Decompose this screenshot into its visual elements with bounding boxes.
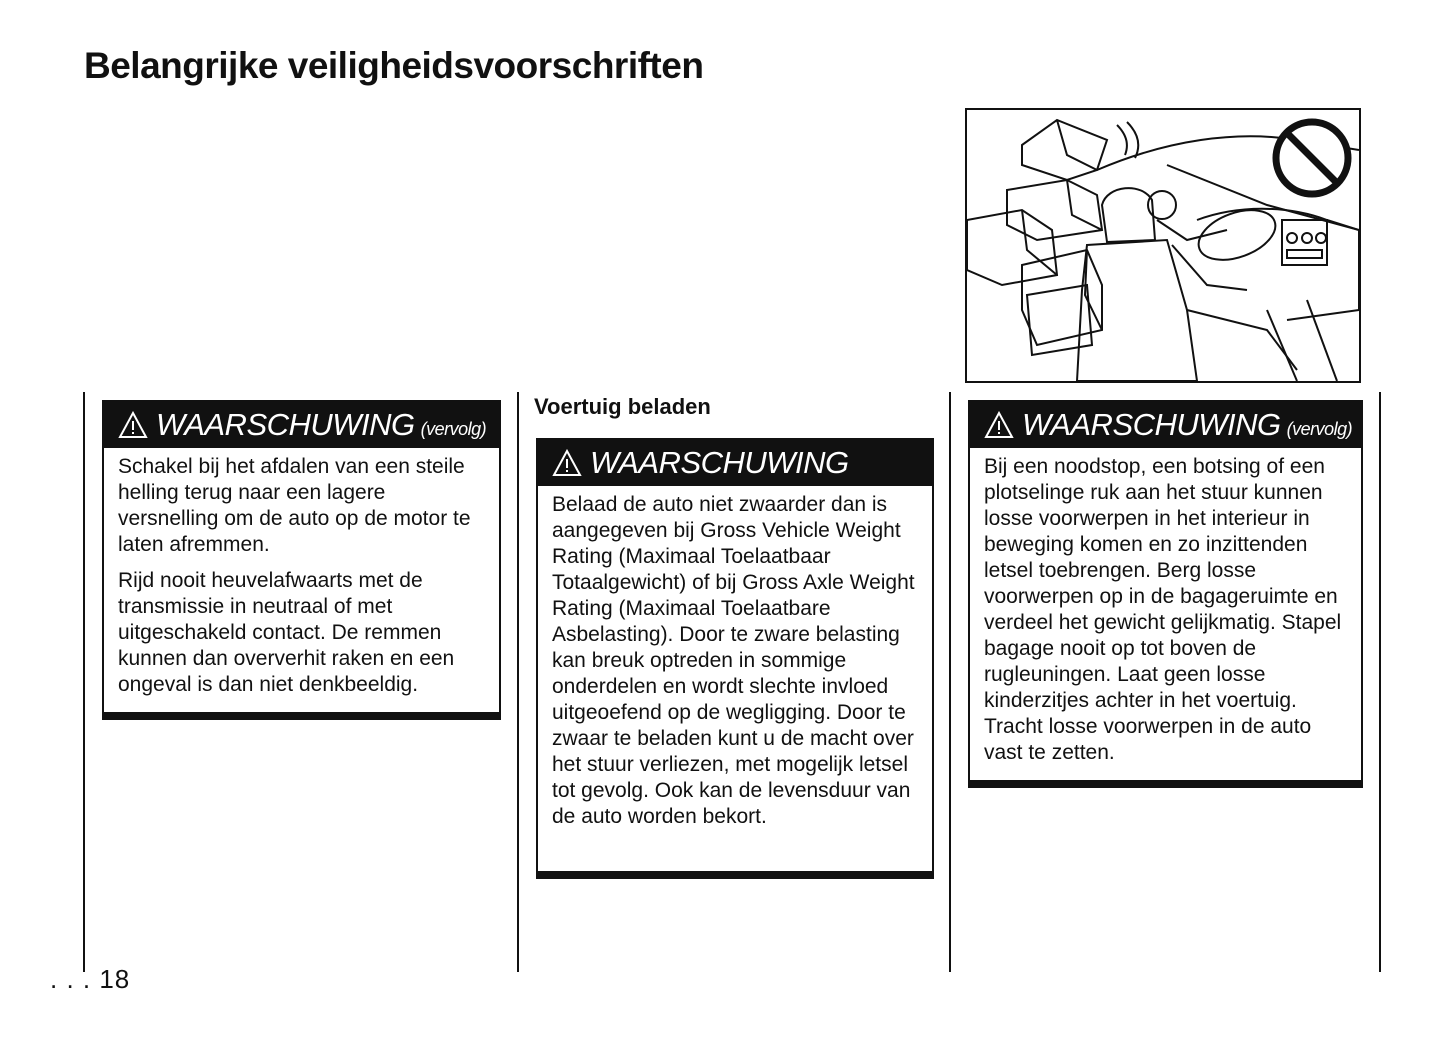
warning-triangle-icon — [984, 411, 1014, 439]
page-number: . . . 18 — [50, 964, 131, 994]
warning-body — [970, 448, 1361, 786]
warning-triangle-icon — [552, 449, 582, 477]
column-rule-mid-left — [517, 392, 519, 972]
warning-title: WAARSCHUWING — [156, 407, 415, 442]
warning-box-loose-objects — [968, 400, 1363, 788]
warning-paragraph: Belaad de auto niet zwaarder dan is aangegeven bij Gross Vehicle Weight Rating (Maximaal Toelaatbaar Totaalgewicht) of bij Gross Axle Weight Rating (Maximaal Toelaatbare Asbelasting). Door te zware belasting kan breuk optreden in sommige onderdelen en wordt slechte invloed uitgeoefend op de wegligging. Door te zwaar te beladen kunt u de macht over het stuur verliezen, met mogelijk letsel tot gevolg. Ook kan de levensduur van de auto worden bekort. — [552, 493, 915, 828]
warning-subtitle: (vervolg) — [420, 418, 487, 439]
column-rule-right — [1379, 392, 1381, 972]
car-interior-illustration — [967, 110, 1359, 381]
prohibition-icon — [1276, 122, 1348, 194]
warning-title: WAARSCHUWING — [1022, 407, 1281, 442]
column-rule-mid-right — [949, 392, 951, 972]
column-rule-left — [83, 392, 85, 972]
warning-body — [104, 448, 499, 718]
warning-box-braking — [102, 400, 501, 720]
page-title: Belangrijke veiligheidsvoorschriften — [84, 45, 704, 86]
warning-box-loading — [536, 438, 934, 879]
warning-paragraph: Bij een noodstop, een botsing of een plotselinge ruk aan het stuur kunnen losse voorwerpen in het interieur in beweging komen en zo inzittenden letsel toebrengen. Berg losse voorwerpen op in de bagageruimte en verdeel het gewicht gelijkmatig. Stapel bagage nooit op tot boven de rugleuningen. Laat geen losse kinderzitjes achter in het voertuig. Tracht losse voorwerpen in de auto vast te zetten. — [984, 455, 1342, 764]
illustration-loose-objects — [965, 108, 1361, 383]
warning-triangle-icon — [118, 411, 148, 439]
warning-paragraph: Rijd nooit heuvelafwaarts met de transmissie in neutraal of met uitgeschakeld contact. De remmen kunnen dan oververhit raken en een ongeval is dan niet denkbeeldig. — [118, 569, 455, 696]
warning-header — [970, 402, 1361, 448]
warning-paragraph: Schakel bij het afdalen van een steile helling terug naar een lagere versnelling om de auto op de motor te laten afremmen. — [118, 455, 471, 556]
section-heading-loading: Voertuig beladen — [534, 394, 711, 419]
warning-body — [538, 486, 932, 850]
warning-title: WAARSCHUWING — [590, 445, 849, 480]
warning-header — [538, 440, 932, 486]
warning-header — [104, 402, 499, 448]
warning-subtitle: (vervolg) — [1286, 418, 1353, 439]
